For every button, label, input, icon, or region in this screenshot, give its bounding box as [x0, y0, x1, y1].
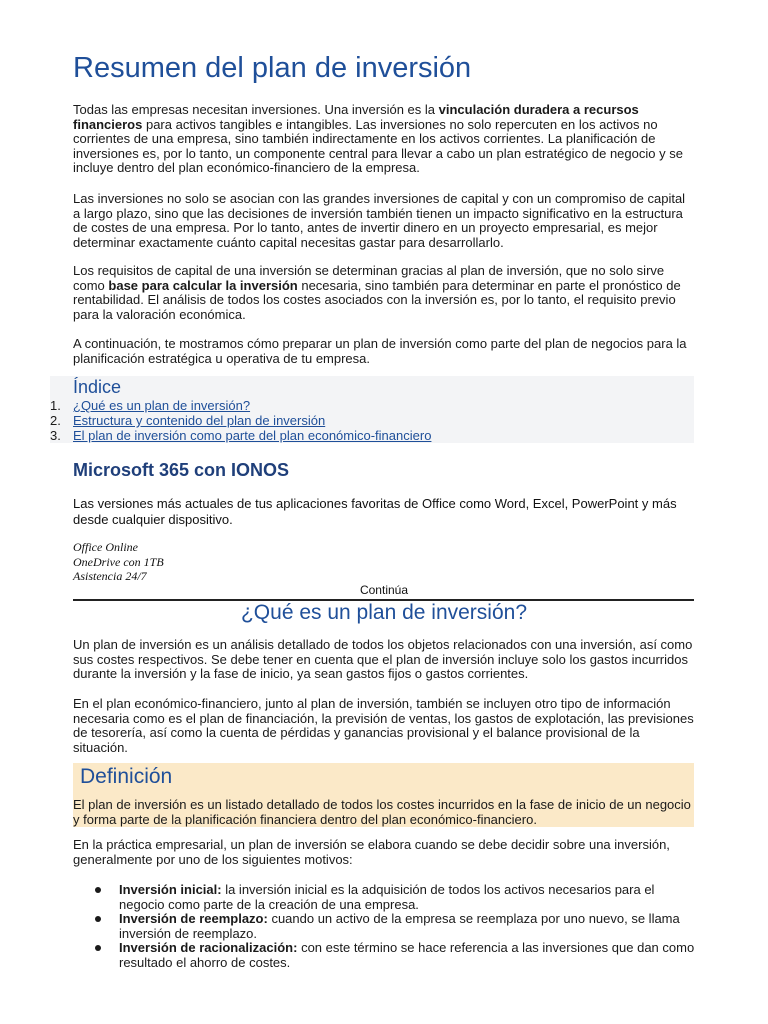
ad-title: Microsoft 365 con IONOS: [73, 460, 290, 480]
intro-p3-text-c: necesaria, sino también para determinar en parte el pronóstico de rentabilidad. El análisis de todos los costes asociados con la inversión es, por lo tanto, el requisito previo para la valoración económica.: [73, 277, 681, 322]
continue-link[interactable]: Continúa: [359, 583, 409, 597]
intro-paragraph-2: Las inversiones no solo se asocian con las grandes inversiones de capital y con un compromiso de capital a largo plazo, sino que las decisiones de inversión también tienen un impacto significativo en la estructura de costes de una empresa. Por lo tanto, antes de invertir dinero en un proyecto empresarial, es mejor determinar exactamente cuánto capital necesitas gastar para desarrollarlo.: [73, 191, 686, 250]
page-title: Resumen del plan de inversión: [73, 52, 472, 84]
list-item-text: la inversión inicial es la adquisición de todos los activos necesarios para el negocio como parte de la creación de una empresa.: [119, 882, 655, 912]
section1-paragraph-1: Un plan de inversión es un análisis detallado de todos los objetos relacionados con una inversión, así como sus costes respectivos. Se debe tener en cuenta que el plan de inversión incluye solo los gastos incurridos durante la inversión y la fase de inicio, ya sean gastos fijos o gastos corrientes.: [73, 637, 693, 682]
toc-item: [50, 398, 431, 413]
section1-paragraph-3: En la práctica empresarial, un plan de inversión se elabora cuando se debe decidir sobre una inversión, generalmente por uno de los siguientes motivos:: [73, 837, 670, 867]
list-item-label: Inversión de racionalización:: [119, 940, 298, 956]
toc-item: [50, 413, 431, 428]
list-item-label: Inversión de reemplazo:: [119, 911, 268, 927]
list-item-label: Inversión inicial:: [119, 882, 222, 897]
bullet-icon: [95, 887, 101, 893]
ad-text: Las versiones más actuales de tus aplicaciones favoritas de Office como Word, Excel, PowerPoint y más desde cualquier dispositivo.: [73, 496, 677, 527]
ad-feature: Asistencia 24/7: [73, 569, 147, 583]
list-item-text: con este término se hace referencia a las inversiones que dan como resultado el ahorro de costes.: [119, 940, 695, 970]
toc-item: [50, 428, 431, 443]
definition-title: Definición: [80, 765, 173, 788]
intro-p1-text-a: Todas las empresas necesitan inversiones. Una inversión es la: [73, 102, 439, 117]
toc-title: Índice: [73, 377, 122, 397]
intro-p1-bold: vinculación duradera a recursos financieros: [73, 102, 639, 132]
toc-item-number: 2.: [50, 413, 61, 428]
intro-paragraph-4: A continuación, te mostramos cómo preparar un plan de inversión como parte del plan de negocios para la planificación estratégica u operativa de tu empresa.: [73, 336, 687, 366]
bullet-icon: [95, 916, 101, 922]
section-title-que-es: ¿Qué es un plan de inversión?: [240, 601, 527, 624]
section1-paragraph-2: En el plan económico-financiero, junto al plan de inversión, también se incluyen otro tipo de información necesaria como es el plan de financiación, la previsión de ventas, los gastos de explotación, las previsiones de tesorería, así como la cuenta de pérdidas y ganancias provisional y el balance provisional de la situación.: [73, 696, 694, 755]
toc-link-que-es[interactable]: ¿Qué es un plan de inversión?: [73, 398, 251, 413]
list-item: [73, 883, 695, 912]
list-item: [73, 941, 695, 970]
toc-item-number: 1.: [50, 398, 61, 413]
toc-link-estructura[interactable]: Estructura y contenido del plan de inversión: [73, 413, 326, 428]
ad-feature: OneDrive con 1TB: [73, 554, 164, 569]
intro-p1-text-c: para activos tangibles e intangibles. Las inversiones no solo repercuten en los activos no corrientes de una empresa, sino también indirectamente en los activos corrientes. La planificación de inversiones es, por lo tanto, un componente central para llevar a cabo un plan estratégico de negocio y se incluye dentro del plan económico-financiero de la empresa.: [73, 116, 683, 176]
ad-feature: Office Online: [73, 540, 138, 554]
list-item: [73, 912, 695, 941]
bullet-icon: [95, 945, 101, 951]
ad-feature-list: [73, 540, 164, 584]
toc-link-plan-economico[interactable]: El plan de inversión como parte del plan económico-financiero: [73, 428, 432, 443]
toc-list: [50, 398, 431, 443]
toc-item-number: 3.: [50, 428, 61, 443]
definition-text: El plan de inversión es un listado detallado de todos los costes incurridos en la fase de inicio de un negocio y forma parte de la planificación financiera dentro del plan económico-financiero.: [73, 797, 691, 827]
intro-paragraph-3: [73, 264, 695, 322]
intro-paragraph-1: [73, 103, 695, 176]
motive-list: [73, 883, 695, 971]
list-item-text: cuando un activo de la empresa se reemplaza por uno nuevo, se llama inversión de reemplazo.: [119, 911, 680, 941]
intro-p3-text-a: Los requisitos de capital de una inversión se determinan gracias al plan de inversión, que no solo sirve como: [73, 263, 665, 293]
intro-p3-bold: base para calcular la inversión: [108, 277, 298, 293]
